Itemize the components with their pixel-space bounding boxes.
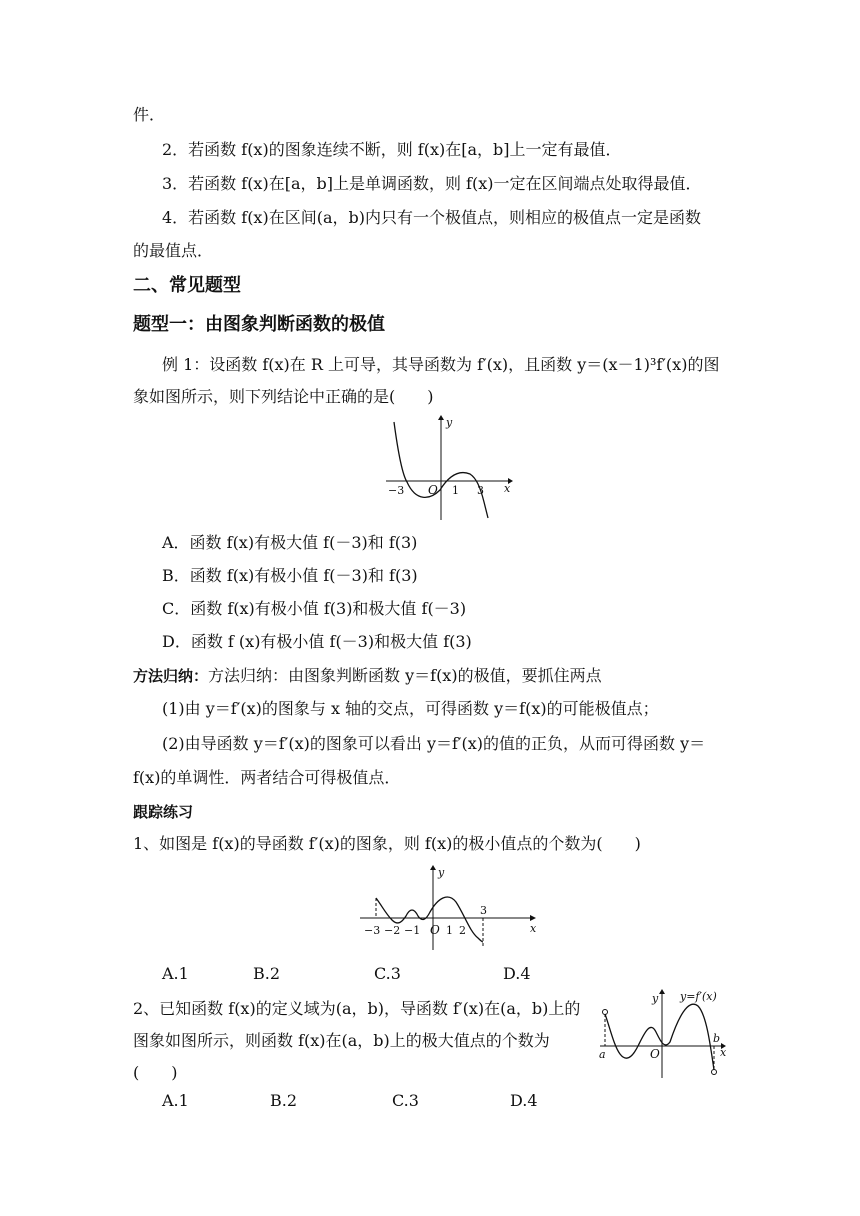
- practice-heading: 跟踪练习: [133, 803, 194, 821]
- svg-text:3: 3: [477, 484, 484, 497]
- text-line: 件．: [133, 105, 166, 124]
- question-2: ( ): [133, 1063, 178, 1082]
- q2-option-b[interactable]: B.2: [270, 1091, 298, 1110]
- question-2: 2、已知函数 f(x)的定义域为(a，b)，导函数 f′(x)在(a，b)上的: [133, 999, 581, 1018]
- section-heading: 二、常见题型: [133, 275, 241, 296]
- example-text: 象如图所示，则下列结论中正确的是( ): [133, 387, 434, 406]
- subsection-heading: 题型一：由图象判断函数的极值: [133, 314, 385, 335]
- q1-option-b[interactable]: B.2: [253, 964, 281, 983]
- option-b[interactable]: B．函数 f(x)有极小值 f(－3)和 f(3): [162, 566, 418, 585]
- svg-text:1: 1: [452, 484, 459, 497]
- option-d[interactable]: D．函数 f (x)有极小值 f(－3)和极大值 f(3): [162, 632, 472, 651]
- svg-text:−3: −3: [388, 484, 405, 497]
- option-c[interactable]: C．函数 f(x)有极小值 f(3)和极大值 f(－3): [162, 599, 467, 618]
- svg-text:3: 3: [480, 904, 487, 917]
- method-summary: [133, 665, 602, 687]
- svg-text:x: x: [504, 482, 511, 495]
- svg-text:2: 2: [459, 924, 466, 937]
- figure-example-1: [380, 412, 520, 522]
- method-text: 方法归纳：由图象判断函数 y＝f(x)的极值，要抓住两点: [208, 666, 602, 685]
- text-line: 2．若函数 f(x)的图象连续不断，则 f(x)在[a，b]上一定有最值．: [162, 140, 622, 159]
- q1-option-c[interactable]: C.3: [374, 964, 401, 983]
- svg-text:y: y: [438, 866, 445, 879]
- example-text: 例 1：设函数 f(x)在 R 上可导，其导函数为 f′(x)，且函数 y＝(x－1)³f′(x)的图: [162, 355, 720, 374]
- q2-option-d[interactable]: D.4: [510, 1091, 538, 1110]
- svg-text:O: O: [428, 483, 438, 497]
- svg-text:1: 1: [446, 924, 453, 937]
- q1-option-d[interactable]: D.4: [503, 964, 531, 983]
- text-line: (2)由导函数 y＝f′(x)的图象可以看出 y＝f′(x)的值的正负，从而可得函数 y＝: [162, 734, 706, 753]
- text-line: 3．若函数 f(x)在[a，b]上是单调函数，则 f(x)一定在区间端点处取得最值．: [162, 174, 702, 193]
- method-label: 方法归纳：: [133, 667, 209, 685]
- svg-text:x: x: [720, 1046, 727, 1059]
- text-line: (1)由 y＝f′(x)的图象与 x 轴的交点，可得函数 y＝f(x)的可能极值点；: [162, 699, 659, 718]
- figure-question-1: [360, 862, 540, 952]
- text-line: 的最值点．: [133, 241, 214, 260]
- option-a[interactable]: A．函数 f(x)有极大值 f(－3)和 f(3): [162, 533, 418, 552]
- q2-option-c[interactable]: C.3: [392, 1091, 419, 1110]
- question-2: 图象如图所示，则函数 f(x)在(a，b)上的极大值点的个数为: [133, 1031, 550, 1050]
- svg-text:O: O: [430, 923, 440, 937]
- svg-text:a: a: [599, 1048, 606, 1061]
- svg-text:b: b: [713, 1032, 721, 1045]
- text-line: 4．若函数 f(x)在区间(a，b)内只有一个极值点，则相应的极值点一定是函数: [162, 208, 701, 227]
- figure-question-2: [598, 988, 730, 1082]
- svg-text:O: O: [650, 1047, 660, 1061]
- svg-text:−1: −1: [404, 924, 421, 937]
- svg-text:−3: −3: [364, 924, 381, 937]
- text-line: f(x)的单调性．两者结合可得极值点．: [133, 768, 401, 787]
- q1-option-a[interactable]: A.1: [162, 964, 189, 983]
- svg-text:x: x: [530, 922, 537, 935]
- svg-text:−2: −2: [384, 924, 401, 937]
- svg-text:y: y: [652, 992, 659, 1005]
- q2-option-a[interactable]: A.1: [162, 1091, 189, 1110]
- question-1: 1、如图是 f(x)的导函数 f′(x)的图象，则 f(x)的极小值点的个数为( ): [133, 834, 641, 853]
- svg-text:y: y: [446, 416, 453, 429]
- svg-text:y=f′(x): y=f′(x): [680, 990, 717, 1003]
